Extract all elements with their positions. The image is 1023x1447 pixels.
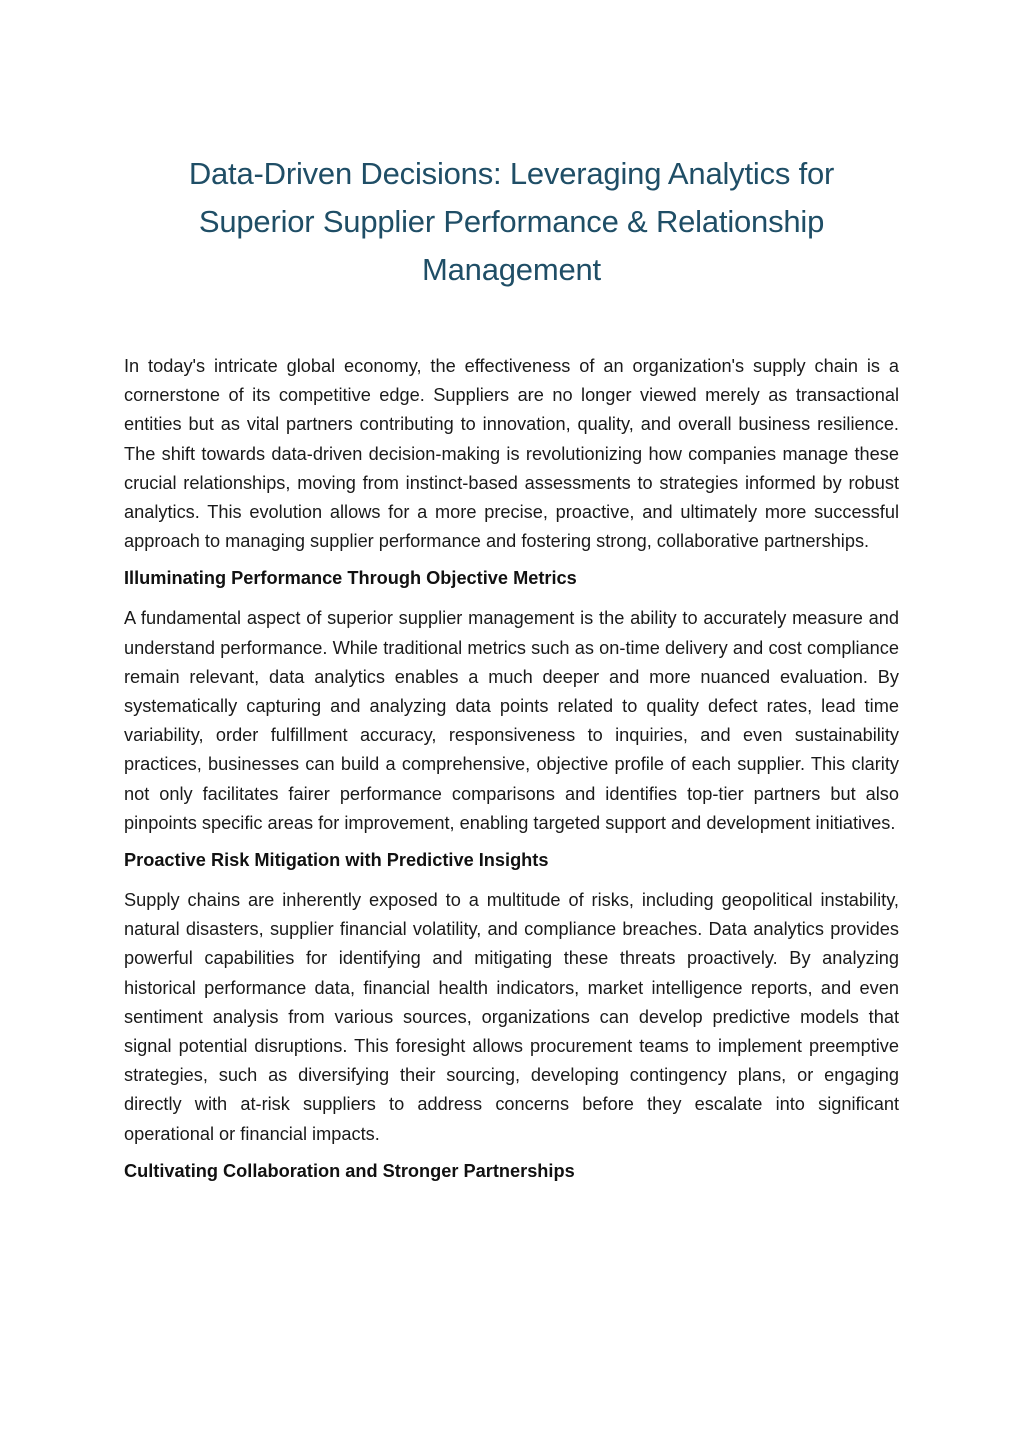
document-page	[124, 150, 899, 1197]
intro-paragraph: In today's intricate global economy, the effectiveness of an organization's supply chain is a cornerstone of its competitive edge. Suppliers are no longer viewed merely as transactional entities but as vital partners contributing to innovation, quality, and overall business resilience. The shift towards data-driven decision-making is revolutionizing how companies manage these crucial relationships, moving from instinct-based assessments to strategies informed by robust analytics. This evolution allows for a more precise, proactive, and ultimately more successful approach to managing supplier performance and fostering strong, collaborative partnerships.	[124, 356, 899, 552]
section-heading-risk: Proactive Risk Mitigation with Predictive Insights	[124, 850, 549, 871]
section-heading-metrics: Illuminating Performance Through Objective Metrics	[124, 568, 577, 589]
section-body-metrics: A fundamental aspect of superior supplier management is the ability to accurately measure and understand performance. While traditional metrics such as on-time delivery and cost compliance remain relevant, data analytics enables a much deeper and more nuanced evaluation. By systematically capturing and analyzing data points related to quality defect rates, lead time variability, order fulfillment accuracy, responsiveness to inquiries, and even sustainability practices, businesses can build a comprehensive, objective profile of each supplier. This clarity not only facilitates fairer performance comparisons and identifies top-tier partners but also pinpoints specific areas for improvement, enabling targeted support and development initiatives.	[124, 608, 899, 833]
section-heading-collaboration: Cultivating Collaboration and Stronger Partnerships	[124, 1160, 575, 1181]
document-title: Data-Driven Decisions: Leveraging Analytics for Superior Supplier Performance & Relationship Management	[188, 156, 835, 287]
section-body-risk: Supply chains are inherently exposed to a multitude of risks, including geopolitical instability, natural disasters, supplier financial volatility, and compliance breaches. Data analytics provides powerful capabilities for identifying and mitigating these threats proactively. By analyzing historical performance data, financial health indicators, market intelligence reports, and even sentiment analysis from various sources, organizations can develop predictive models that signal potential disruptions. This foresight allows procurement teams to implement preemptive strategies, such as diversifying their sourcing, developing contingency plans, or engaging directly with at-risk suppliers to address concerns before they escalate into significant operational or financial impacts.	[124, 890, 899, 1144]
